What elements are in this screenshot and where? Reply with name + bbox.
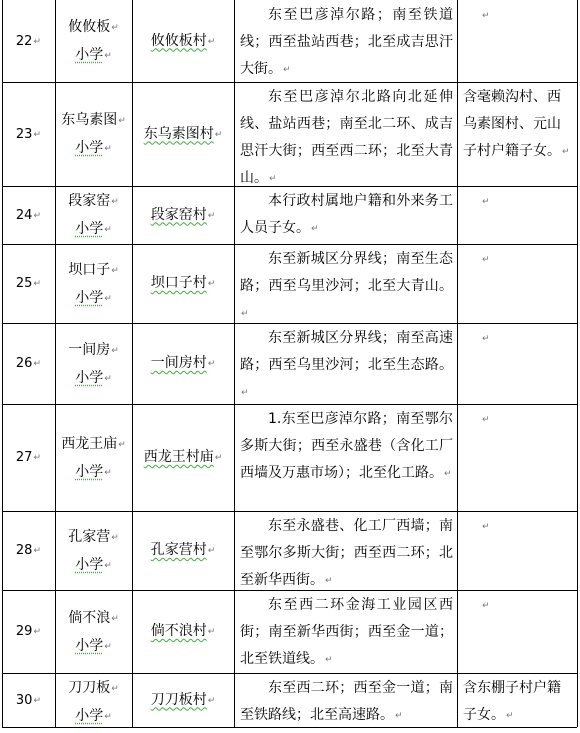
row-number: 28↵ [15, 543, 41, 558]
paragraph-mark: ↵ [111, 265, 119, 276]
school-name: 坝口子↵ 小学↵ [68, 261, 119, 306]
district-boundary: 东至西二环；西至金一道；南至铁路线；北至高速路。↵ [240, 680, 453, 723]
paragraph-mark: ↵ [104, 373, 112, 384]
paragraph-mark: ↵ [207, 36, 216, 47]
remark [463, 246, 580, 321]
village-name: 孔家营村↵ [150, 542, 216, 558]
village-name: 段家窑村↵ [150, 206, 216, 223]
paragraph-mark: ↵ [482, 522, 490, 532]
paragraph-mark: ↵ [104, 144, 112, 154]
table-rule [2, 186, 577, 187]
village-name: 刀刀板村↵ [150, 691, 216, 708]
table-rule [2, 404, 577, 405]
paragraph-mark: ↵ [207, 695, 216, 706]
village-name: 一间房村↵ [150, 355, 216, 371]
row-number: 27↵ [15, 450, 41, 465]
paragraph-mark: ↵ [104, 641, 112, 652]
row-number: 24↵ [15, 207, 41, 223]
paragraph-mark: ↵ [33, 129, 41, 140]
district-boundary: 东至西二环金海工业园区西街；南至新华西街；西至金一道；北至铁道线。↵ [240, 597, 453, 667]
paragraph-mark: ↵ [325, 655, 333, 665]
paragraph-mark: ↵ [111, 613, 119, 624]
remark: 含毫赖沟村、西乌素图村、元山子村户籍子女。↵ [463, 89, 570, 159]
paragraph-mark: ↵ [562, 147, 570, 157]
paragraph-mark: ↵ [111, 197, 119, 207]
row-number: 22↵ [15, 33, 41, 49]
school-name: 东乌素图↵ 小学↵ [61, 112, 126, 156]
remark [463, 2, 580, 80]
paragraph-mark: ↵ [104, 467, 112, 478]
paragraph-mark: ↵ [33, 359, 41, 369]
paragraph-mark: ↵ [207, 210, 216, 221]
district-boundary: 本行政村属地户籍和外来务工人员子女。↵ [240, 193, 453, 236]
paragraph-mark: ↵ [241, 309, 249, 319]
school-name: 西龙王庙↵ 小学↵ [61, 435, 126, 480]
school-name: 倘不浪↵ 小学↵ [68, 609, 119, 654]
remark [463, 325, 580, 402]
table-rule [2, 511, 577, 512]
remark: 含东棚子村户籍子女。↵ [463, 680, 561, 723]
paragraph-mark: ↵ [33, 36, 41, 47]
paragraph-mark: ↵ [214, 129, 223, 140]
village-name: 东乌素图村↵ [143, 125, 223, 142]
paragraph-mark: ↵ [111, 532, 119, 543]
school-name: 孔家营↵ 小学↵ [68, 528, 119, 573]
village-name: 倘不浪村↵ [150, 623, 216, 639]
paragraph-mark: ↵ [482, 255, 490, 265]
paragraph-mark: ↵ [325, 576, 333, 586]
paragraph-mark: ↵ [482, 197, 490, 207]
school-name: 一间房↵ 小学↵ [68, 341, 119, 386]
paragraph-mark: ↵ [104, 712, 112, 722]
village-name: 西龙王村庙↵ [143, 449, 223, 465]
paragraph-mark: ↵ [207, 546, 216, 556]
table-rule [234, 0, 235, 727]
row-number: 26↵ [15, 356, 41, 371]
district-boundary: 东至永盛巷、化工厂西墙；南至鄂尔多斯大街；西至西二环；北至新华西街。↵ [240, 518, 453, 588]
paragraph-mark: ↵ [104, 51, 112, 61]
table-rule [2, 244, 577, 245]
table-rule [2, 323, 577, 324]
paragraph-mark: ↵ [482, 11, 490, 21]
district-boundary: 东至巴彦淖尔北路向北延伸线、盐站西巷；南至北二环、成吉思汗大街；西至西二环；北至大青山。↵ [240, 89, 453, 186]
paragraph-mark: ↵ [33, 453, 41, 463]
school-name: 段家窑↵ 小学↵ [68, 193, 119, 237]
village-name: 攸攸板村↵ [150, 32, 216, 49]
school-name: 刀刀板↵ 小学↵ [68, 680, 119, 724]
remark [463, 592, 580, 671]
paragraph-mark: ↵ [283, 65, 291, 75]
school-name: 攸攸板↵ 小学↵ [68, 19, 119, 63]
paragraph-mark: ↵ [482, 415, 490, 425]
district-boundary: 东至巴彦淖尔路；南至铁道线；西至盐站西巷；北至成吉思汗大街。↵ [240, 7, 453, 77]
paragraph-mark: ↵ [269, 174, 277, 184]
paragraph-mark: ↵ [33, 279, 41, 289]
paragraph-mark: ↵ [111, 23, 119, 33]
paragraph-mark: ↵ [33, 627, 41, 637]
paragraph-mark: ↵ [207, 627, 216, 637]
table-rule [457, 0, 458, 727]
paragraph-mark: ↵ [33, 210, 41, 221]
paragraph-mark: ↵ [33, 546, 41, 556]
remark [463, 188, 580, 242]
row-number: 25↵ [15, 276, 41, 291]
paragraph-mark: ↵ [118, 116, 126, 126]
paragraph-mark: ↵ [482, 601, 490, 611]
paragraph-mark: ↵ [444, 469, 452, 479]
paragraph-mark: ↵ [506, 711, 514, 721]
paragraph-mark: ↵ [111, 345, 119, 356]
paragraph-mark: ↵ [207, 279, 216, 289]
district-boundary: 东至新城区分界线；南至高速路；西至乌里沙河；北至生态路。↵ [240, 330, 453, 398]
row-number: 30↵ [15, 692, 41, 708]
paragraph-mark: ↵ [118, 439, 126, 450]
district-boundary: 1.东至巴彦淖尔路；南至鄂尔多斯大街；西至永盛巷（含化工厂西墙及万惠市场）；北至化工路。↵ [240, 411, 453, 481]
paragraph-mark: ↵ [214, 453, 223, 463]
row-number: 29↵ [15, 624, 41, 639]
remark [463, 513, 580, 588]
row-number: 23↵ [15, 126, 41, 142]
paragraph-mark: ↵ [111, 684, 119, 694]
paragraph-mark: ↵ [104, 560, 112, 571]
paragraph-mark: ↵ [395, 711, 403, 721]
paragraph-mark: ↵ [33, 695, 41, 706]
table-rule [132, 0, 133, 727]
paragraph-mark: ↵ [207, 359, 216, 369]
paragraph-mark: ↵ [311, 224, 319, 234]
district-boundary: 东至新城区分界线；南至生态路；西至乌里沙河；北至大青山。↵ [240, 251, 453, 319]
paragraph-mark: ↵ [104, 225, 112, 235]
paragraph-mark: ↵ [104, 293, 112, 304]
paragraph-mark: ↵ [482, 334, 490, 344]
remark [463, 406, 580, 509]
village-name: 坝口子村↵ [150, 275, 216, 291]
paragraph-mark: ↵ [241, 388, 249, 398]
